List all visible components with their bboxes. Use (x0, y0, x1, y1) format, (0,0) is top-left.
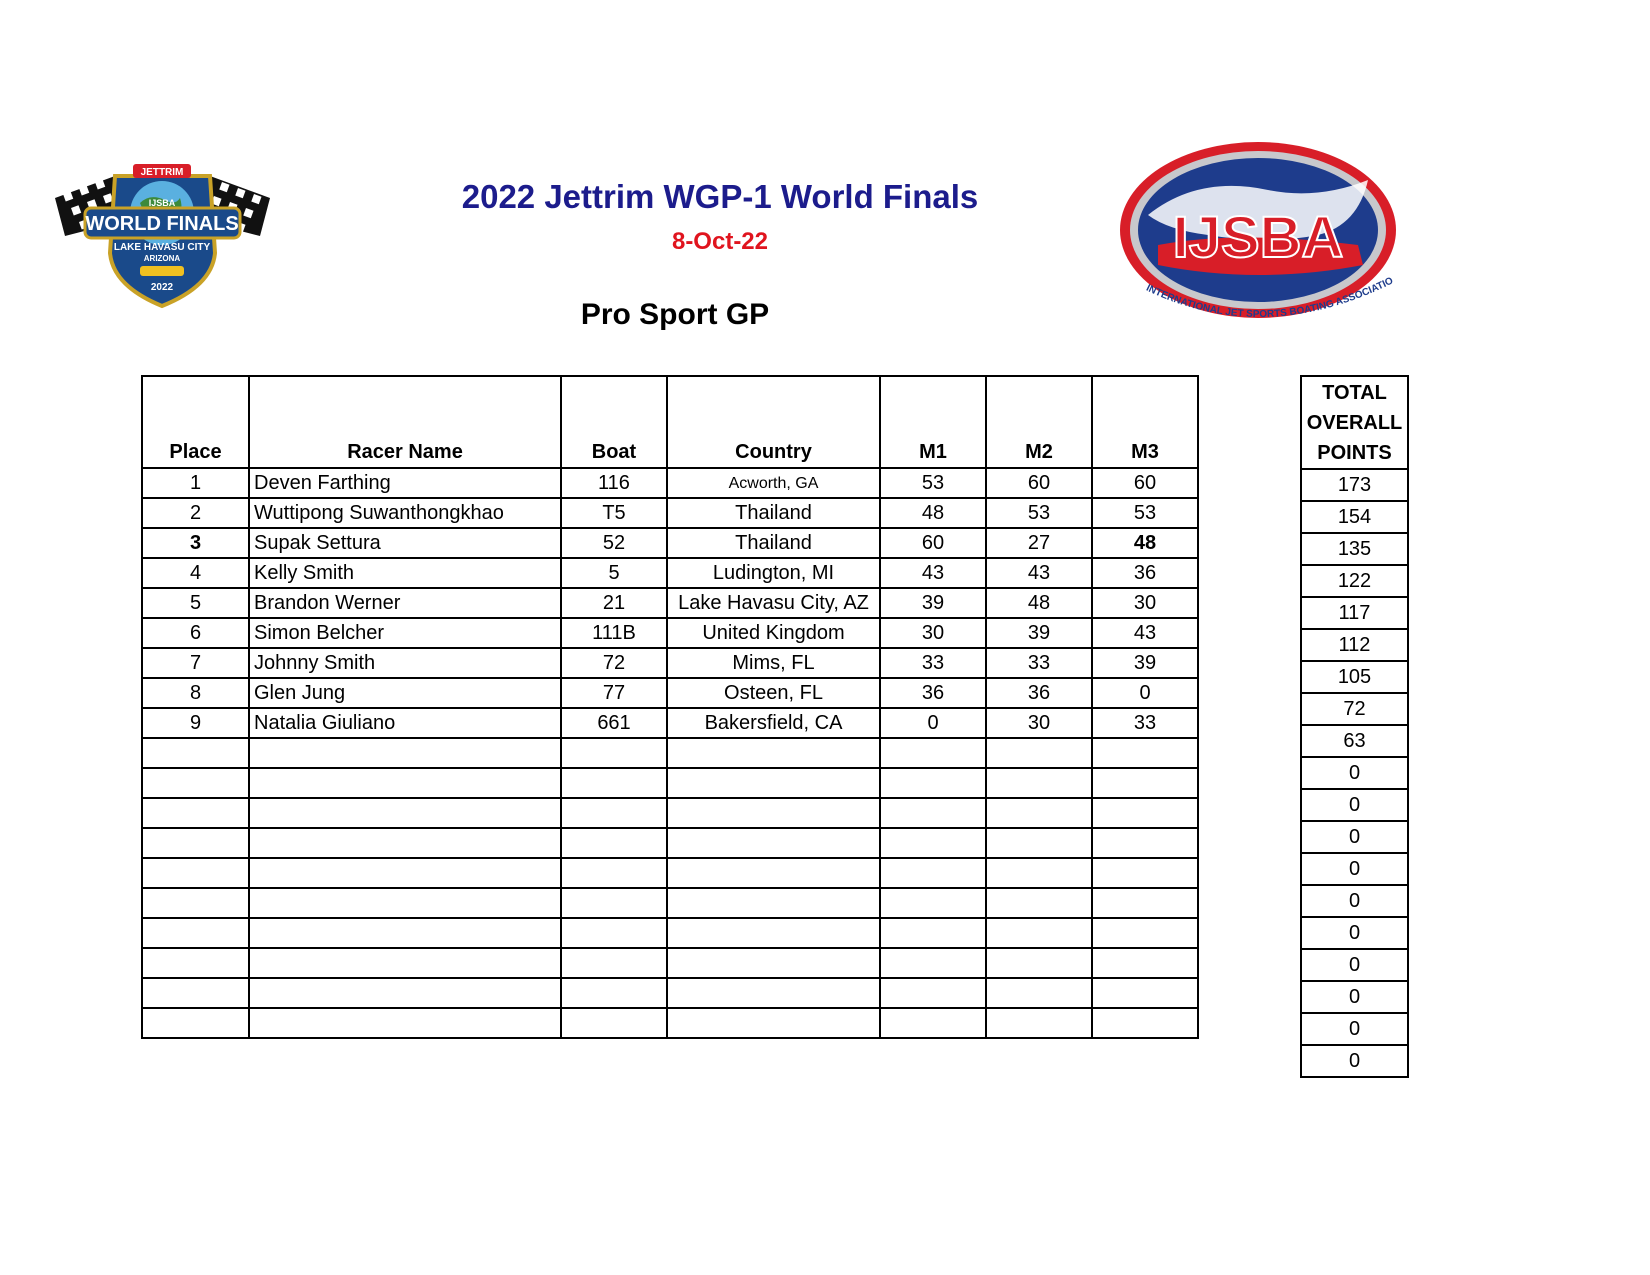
totals-table (1300, 375, 1409, 1078)
cell-boat-text: 21 (602, 592, 626, 614)
cell-m1 (880, 708, 986, 738)
cell-country (667, 618, 880, 648)
cell-racer-name (249, 828, 561, 858)
cell-boat-text: 5 (608, 562, 620, 584)
cell-m2 (986, 558, 1092, 588)
cell-country (667, 468, 880, 498)
cell-place (142, 528, 249, 558)
cell-place-text: 5 (189, 592, 202, 614)
cell-total: 0 (1301, 949, 1408, 981)
table-row (142, 1008, 1198, 1038)
header-racer-name: Racer Name (249, 376, 561, 468)
cell-total: 135 (1301, 533, 1408, 565)
cell-country (667, 828, 880, 858)
cell-m1-text: 60 (921, 532, 945, 554)
cell-boat (561, 858, 667, 888)
cell-country (667, 708, 880, 738)
cell-country (667, 648, 880, 678)
table-row (142, 618, 1198, 648)
cell-place (142, 708, 249, 738)
cell-total: 0 (1301, 885, 1408, 917)
cell-m2-text: 53 (1027, 502, 1051, 524)
cell-m2-text: 39 (1027, 622, 1051, 644)
cell-m1 (880, 498, 986, 528)
cell-place-text: 4 (189, 562, 202, 584)
cell-m2 (986, 588, 1092, 618)
cell-boat (561, 768, 667, 798)
cell-racer-name (249, 648, 561, 678)
header-place: Place (142, 376, 249, 468)
cell-racer-name (249, 918, 561, 948)
cell-m1-text: 0 (927, 712, 939, 734)
cell-boat (561, 588, 667, 618)
cell-m2-text: 60 (1027, 472, 1051, 494)
cell-m3 (1092, 558, 1198, 588)
cell-place (142, 648, 249, 678)
totals-row (1301, 917, 1408, 949)
totals-row (1301, 821, 1408, 853)
totals-row (1301, 661, 1408, 693)
cell-place (142, 828, 249, 858)
cell-racer-name (249, 528, 561, 558)
ijsba-abbr-text: IJSBA (1172, 205, 1344, 270)
cell-m2 (986, 888, 1092, 918)
cell-country (667, 678, 880, 708)
class-name: Pro Sport GP (580, 298, 770, 331)
cell-m2 (986, 648, 1092, 678)
cell-racer-name-text: Glen Jung (254, 682, 346, 704)
cell-m1-text: 53 (921, 472, 945, 494)
cell-racer-name (249, 768, 561, 798)
cell-m2 (986, 828, 1092, 858)
total-header-line-2: OVERALL (1306, 412, 1403, 434)
header-total-overall-points (1301, 376, 1408, 469)
cell-total: 0 (1301, 1013, 1408, 1045)
cell-boat (561, 558, 667, 588)
logo-world-finals-text: WORLD FINALS (85, 213, 239, 235)
cell-m2 (986, 798, 1092, 828)
ijsba-full-name: INTERNATIONAL JET SPORTS BOATING ASSOCIATIO (1144, 275, 1396, 321)
cell-m1-text: 33 (921, 652, 945, 674)
cell-m1 (880, 768, 986, 798)
cell-total: 63 (1301, 725, 1408, 757)
cell-boat (561, 498, 667, 528)
cell-total: 112 (1301, 629, 1408, 661)
cell-m1-text: 48 (921, 502, 945, 524)
table-row (142, 708, 1198, 738)
cell-total: 117 (1301, 597, 1408, 629)
cell-total: 154 (1301, 501, 1408, 533)
header-m3: M3 (1092, 376, 1198, 468)
cell-total: 0 (1301, 981, 1408, 1013)
totals-row (1301, 469, 1408, 501)
cell-m3 (1092, 768, 1198, 798)
cell-m1 (880, 618, 986, 648)
cell-boat-text: 661 (597, 712, 631, 734)
cell-racer-name (249, 888, 561, 918)
cell-total: 72 (1301, 693, 1408, 725)
cell-m3 (1092, 978, 1198, 1008)
table-row (142, 588, 1198, 618)
cell-place (142, 498, 249, 528)
totals-row (1301, 501, 1408, 533)
header-country: Country (667, 376, 880, 468)
totals-row (1301, 885, 1408, 917)
cell-m3-text: 43 (1133, 622, 1157, 644)
cell-boat (561, 678, 667, 708)
table-row (142, 858, 1198, 888)
header-boat: Boat (561, 376, 667, 468)
cell-country (667, 768, 880, 798)
cell-m1 (880, 528, 986, 558)
cell-place (142, 618, 249, 648)
cell-boat (561, 468, 667, 498)
cell-m2 (986, 918, 1092, 948)
event-date: 8-Oct-22 (671, 228, 769, 255)
cell-m1-text: 36 (921, 682, 945, 704)
total-header-line-3: POINTS (1317, 442, 1392, 464)
cell-country-text: United Kingdom (702, 622, 845, 644)
cell-m3 (1092, 738, 1198, 768)
cell-boat (561, 798, 667, 828)
totals-row (1301, 757, 1408, 789)
cell-m2-text: 33 (1027, 652, 1051, 674)
cell-m3 (1092, 618, 1198, 648)
cell-place (142, 588, 249, 618)
world-finals-logo (55, 158, 270, 310)
cell-m1 (880, 978, 986, 1008)
cell-place (142, 918, 249, 948)
cell-country-text: Acworth, GA (728, 475, 819, 492)
cell-m3-text: 60 (1133, 472, 1157, 494)
table-row (142, 648, 1198, 678)
logo-org-text: IJSBA (148, 198, 176, 208)
cell-place (142, 468, 249, 498)
cell-place (142, 768, 249, 798)
table-row (142, 978, 1198, 1008)
cell-racer-name-text (250, 862, 254, 884)
cell-racer-name-text: Supak Settura (254, 532, 381, 554)
cell-racer-name-text (250, 1012, 254, 1034)
cell-racer-name (249, 678, 561, 708)
cell-racer-name (249, 498, 561, 528)
cell-racer-name-text: Natalia Giuliano (254, 712, 396, 734)
cell-total: 0 (1301, 757, 1408, 789)
cell-m1 (880, 588, 986, 618)
cell-m1 (880, 1008, 986, 1038)
table-row (142, 918, 1198, 948)
cell-place-text: 9 (189, 712, 202, 734)
cell-country-text: Mims, FL (732, 652, 815, 674)
cell-m1 (880, 468, 986, 498)
cell-m2 (986, 978, 1092, 1008)
cell-racer-name-text (250, 802, 254, 824)
cell-boat-text: 111B (592, 622, 636, 644)
cell-m1 (880, 648, 986, 678)
cell-racer-name-text (250, 982, 254, 1004)
cell-boat (561, 828, 667, 858)
cell-m2 (986, 768, 1092, 798)
table-row (142, 558, 1198, 588)
cell-m2-text: 48 (1027, 592, 1051, 614)
cell-racer-name-text: Kelly Smith (254, 562, 355, 584)
page-title: 2022 Jettrim WGP-1 World Finals (461, 178, 979, 215)
cell-racer-name (249, 558, 561, 588)
cell-boat-text: 116 (598, 472, 630, 494)
cell-m3 (1092, 948, 1198, 978)
cell-m2-text: 30 (1027, 712, 1051, 734)
cell-country-text: Ludington, MI (712, 562, 835, 584)
cell-m1 (880, 888, 986, 918)
cell-place (142, 978, 249, 1008)
cell-racer-name (249, 948, 561, 978)
cell-boat-text: 77 (602, 682, 626, 704)
cell-country (667, 738, 880, 768)
cell-racer-name-text: Simon Belcher (254, 622, 385, 644)
cell-total: 0 (1301, 789, 1408, 821)
cell-racer-name (249, 708, 561, 738)
cell-racer-name (249, 738, 561, 768)
totals-row (1301, 597, 1408, 629)
cell-country (667, 978, 880, 1008)
cell-total: 173 (1301, 469, 1408, 501)
cell-total: 0 (1301, 853, 1408, 885)
cell-boat (561, 948, 667, 978)
cell-m3 (1092, 528, 1198, 558)
cell-m3-text: 53 (1133, 502, 1157, 524)
cell-m2 (986, 948, 1092, 978)
cell-place (142, 738, 249, 768)
cell-boat-text: 72 (602, 652, 626, 674)
cell-boat (561, 918, 667, 948)
cell-m2 (986, 618, 1092, 648)
cell-racer-name-text: Deven Farthing (254, 472, 391, 494)
cell-m1 (880, 738, 986, 768)
cell-m3 (1092, 678, 1198, 708)
totals-row (1301, 981, 1408, 1013)
cell-racer-name (249, 978, 561, 1008)
cell-racer-name (249, 1008, 561, 1038)
cell-country (667, 558, 880, 588)
table-row (142, 528, 1198, 558)
cell-m3 (1092, 708, 1198, 738)
totals-row (1301, 949, 1408, 981)
totals-row (1301, 853, 1408, 885)
cell-boat (561, 648, 667, 678)
cell-country (667, 918, 880, 948)
table-row (142, 468, 1198, 498)
cell-m1 (880, 948, 986, 978)
cell-country-text: Bakersfield, CA (704, 712, 843, 734)
totals-row (1301, 725, 1408, 757)
cell-m3-text: 0 (1139, 682, 1151, 704)
cell-boat-text: 52 (602, 532, 626, 554)
ijsba-logo (1118, 135, 1408, 335)
cell-country (667, 858, 880, 888)
cell-country-text: Thailand (735, 502, 812, 524)
cell-boat (561, 738, 667, 768)
cell-place (142, 798, 249, 828)
cell-m2 (986, 678, 1092, 708)
cell-place-text: 7 (189, 652, 202, 674)
cell-m2 (986, 708, 1092, 738)
cell-m3 (1092, 588, 1198, 618)
totals-row (1301, 629, 1408, 661)
cell-m3 (1092, 468, 1198, 498)
cell-m3 (1092, 1008, 1198, 1038)
cell-country (667, 528, 880, 558)
cell-m3-text: 36 (1133, 562, 1157, 584)
cell-place (142, 858, 249, 888)
cell-m2 (986, 468, 1092, 498)
totals-row (1301, 565, 1408, 597)
cell-m1 (880, 918, 986, 948)
cell-place (142, 558, 249, 588)
cell-racer-name-text: Johnny Smith (254, 652, 376, 674)
cell-country (667, 498, 880, 528)
cell-m1 (880, 798, 986, 828)
table-row (142, 888, 1198, 918)
table-row (142, 948, 1198, 978)
cell-m1 (880, 558, 986, 588)
logo-state-text: ARIZONA (143, 254, 181, 263)
cell-m3 (1092, 498, 1198, 528)
table-row (142, 498, 1198, 528)
cell-country (667, 1008, 880, 1038)
cell-m2-text: 27 (1027, 532, 1051, 554)
totals-row (1301, 693, 1408, 725)
results-table (141, 375, 1199, 1039)
cell-m3 (1092, 918, 1198, 948)
totals-row (1301, 533, 1408, 565)
logo-location-text: LAKE HAVASU CITY (113, 242, 211, 253)
cell-m1-text: 39 (921, 592, 945, 614)
cell-m1-text: 43 (921, 562, 945, 584)
cell-boat-text: T5 (602, 502, 626, 524)
cell-boat (561, 1008, 667, 1038)
cell-country-text: Thailand (735, 532, 812, 554)
cell-place (142, 948, 249, 978)
table-row (142, 678, 1198, 708)
cell-boat (561, 528, 667, 558)
cell-m1 (880, 678, 986, 708)
cell-m3-text: 30 (1133, 592, 1157, 614)
cell-racer-name-text (250, 952, 254, 974)
cell-m2 (986, 498, 1092, 528)
cell-racer-name-text (250, 742, 254, 764)
totals-row (1301, 1045, 1408, 1077)
cell-country (667, 888, 880, 918)
table-row (142, 828, 1198, 858)
cell-country (667, 588, 880, 618)
cell-country (667, 948, 880, 978)
table-row (142, 768, 1198, 798)
cell-place-text: 8 (189, 682, 202, 704)
totals-header-row (1301, 376, 1408, 469)
cell-place-text: 3 (189, 532, 202, 554)
cell-boat (561, 978, 667, 1008)
cell-racer-name-text (250, 832, 254, 854)
cell-country-text: Osteen, FL (724, 682, 823, 704)
total-header-line-1: TOTAL (1322, 382, 1387, 404)
cell-m2 (986, 1008, 1092, 1038)
cell-racer-name-text: Wuttipong Suwanthongkhao (254, 502, 504, 524)
cell-m2-text: 36 (1027, 682, 1051, 704)
cell-m3 (1092, 828, 1198, 858)
logo-year-text: 2022 (150, 282, 174, 293)
cell-racer-name-text (250, 892, 254, 914)
cell-country (667, 798, 880, 828)
cell-m3 (1092, 648, 1198, 678)
header-m1: M1 (880, 376, 986, 468)
cell-racer-name-text: Brandon Werner (254, 592, 401, 614)
cell-m1 (880, 828, 986, 858)
table-row (142, 738, 1198, 768)
table-row (142, 798, 1198, 828)
cell-total: 0 (1301, 1045, 1408, 1077)
cell-racer-name (249, 618, 561, 648)
cell-total: 0 (1301, 821, 1408, 853)
cell-racer-name-text (250, 772, 254, 794)
cell-total: 105 (1301, 661, 1408, 693)
cell-racer-name (249, 468, 561, 498)
cell-boat (561, 618, 667, 648)
totals-row (1301, 789, 1408, 821)
cell-place (142, 678, 249, 708)
cell-m2 (986, 858, 1092, 888)
cell-boat (561, 888, 667, 918)
results-header-row (142, 376, 1198, 468)
cell-m3-text: 33 (1133, 712, 1157, 734)
cell-racer-name (249, 858, 561, 888)
cell-m3 (1092, 858, 1198, 888)
cell-place (142, 1008, 249, 1038)
cell-boat (561, 708, 667, 738)
cell-m3-text: 39 (1133, 652, 1157, 674)
header-m2: M2 (986, 376, 1092, 468)
cell-m2-text: 43 (1027, 562, 1051, 584)
cell-m3 (1092, 798, 1198, 828)
cell-total: 0 (1301, 917, 1408, 949)
cell-country-text: Lake Havasu City, AZ (678, 592, 869, 614)
cell-racer-name (249, 798, 561, 828)
cell-racer-name (249, 588, 561, 618)
cell-m1 (880, 858, 986, 888)
cell-m2 (986, 738, 1092, 768)
cell-m2 (986, 528, 1092, 558)
totals-row (1301, 1013, 1408, 1045)
cell-m3-text: 48 (1133, 532, 1157, 554)
cell-place-text: 2 (189, 502, 202, 524)
cell-m1-text: 30 (921, 622, 945, 644)
cell-place (142, 888, 249, 918)
cell-total: 122 (1301, 565, 1408, 597)
cell-racer-name-text (250, 922, 254, 944)
logo-jettrim-text: JETTRIM (140, 167, 184, 178)
cell-place-text: 1 (189, 472, 202, 494)
cell-m3 (1092, 888, 1198, 918)
cell-place-text: 6 (189, 622, 202, 644)
